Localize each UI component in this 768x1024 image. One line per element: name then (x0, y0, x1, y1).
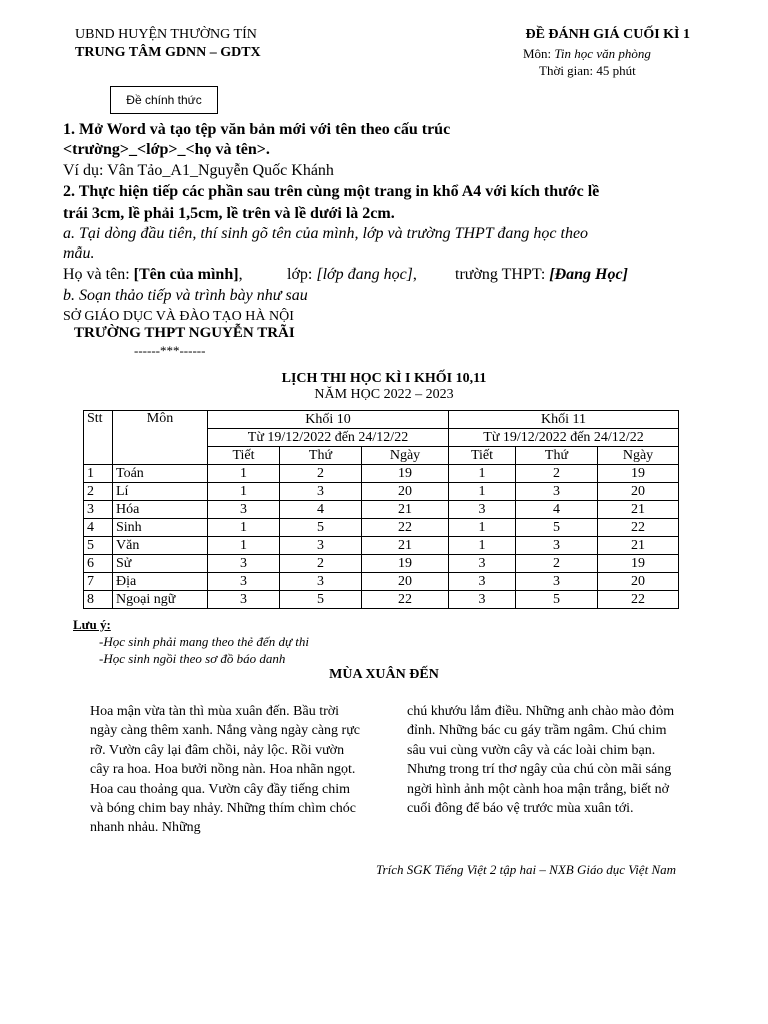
notes-label: Lưu ý: (73, 617, 111, 632)
cell: 2 (516, 465, 598, 483)
cell: 3 (280, 573, 362, 591)
cell: 5 (516, 519, 598, 537)
name-field (63, 266, 243, 284)
cell: Sử (113, 555, 208, 573)
article-column-2: chú khướu lắm điều. Những anh chào mào đỏm đỉnh. Những bác cu gáy trầm ngâm. Chú chim sâu vui cùng vườn cây và các loài chim bạn. Nhưng trong trí thơ ngây của chú còn mãi sáng ngời hình ảnh một cành hoa mận trắng, biết nở cuối đông để báo vệ trước mùa xuân tới. (407, 704, 675, 817)
cell: 20 (362, 573, 449, 591)
cell: 19 (598, 555, 679, 573)
header-ngay-10: Ngày (362, 447, 449, 465)
cell: 1 (449, 465, 516, 483)
header-tiet-10: Tiết (208, 447, 280, 465)
task2-part-b: b. Soạn thảo tiếp và trình bày như sau (63, 287, 308, 304)
table-row (84, 483, 679, 501)
cell: Ngoại ngữ (113, 591, 208, 609)
cell: 2 (84, 483, 113, 501)
table-row (84, 591, 679, 609)
cell: Địa (113, 573, 208, 591)
schedule-table (83, 410, 679, 609)
header-tiet-11: Tiết (449, 447, 516, 465)
subject-label: Môn: (523, 46, 555, 61)
schedule-title: LỊCH THI HỌC KÌ I KHỐI 10,11 (281, 371, 487, 386)
cell: 4 (84, 519, 113, 537)
cell: 1 (208, 465, 280, 483)
school-field (455, 266, 628, 284)
cell: 5 (84, 537, 113, 555)
school-label: trường THPT: (455, 266, 550, 283)
org-line-2: TRUNG TÂM GDNN – GDTX (75, 45, 261, 60)
cell: 3 (208, 591, 280, 609)
cell: 20 (362, 483, 449, 501)
class-label: lớp: (287, 266, 317, 283)
class-field (287, 266, 417, 284)
task1-example: Ví dụ: Vân Tảo_A1_Nguyễn Quốc Khánh (63, 162, 334, 179)
header-khoi-10: Khối 10 (208, 411, 449, 429)
cell: 4 (280, 501, 362, 519)
header-thu-10: Thứ (280, 447, 362, 465)
article-source: Trích SGK Tiếng Việt 2 tập hai – NXB Giáo dục Việt Nam (376, 862, 676, 877)
cell: 7 (84, 573, 113, 591)
exam-title: ĐỀ ĐÁNH GIÁ CUỐI KÌ 1 (525, 27, 690, 42)
cell: 21 (362, 537, 449, 555)
cell: 3 (208, 501, 280, 519)
task2-part-a-line1: a. Tại dòng đầu tiên, thí sinh gõ tên của mình, lớp và trường THPT đang học theo (63, 225, 589, 242)
cell: 3 (516, 537, 598, 555)
official-box: Đề chính thức (110, 86, 218, 114)
doc-divider: ------***------ (134, 343, 206, 358)
cell: 1 (208, 537, 280, 555)
cell: 3 (516, 573, 598, 591)
cell: 3 (280, 537, 362, 555)
cell: 1 (208, 519, 280, 537)
article-column-1: Hoa mận vừa tàn thì mùa xuân đến. Bầu trời ngày càng thêm xanh. Nắng vàng ngày càng rực rỡ. Vườn cây lại đâm chồi, nảy lộc. Rồi vườn cây ra hoa. Hoa bưởi nồng nàn. Hoa nhãn ngọt. Hoa cau thoảng qua. Vườn cây đầy tiếng chim và bóng chim bay nhảy. Những thím chìm chóc nhanh nhảu. Những (90, 704, 360, 836)
table-row (84, 555, 679, 573)
class-value: [lớp đang học] (316, 266, 413, 283)
table-row (84, 465, 679, 483)
table-row (84, 519, 679, 537)
name-comma: , (238, 266, 243, 283)
schedule-year: NĂM HỌC 2022 – 2023 (314, 387, 454, 402)
header-stt: Stt (84, 411, 113, 465)
cell: 3 (84, 501, 113, 519)
cell: 1 (449, 537, 516, 555)
table-row (84, 573, 679, 591)
header-range-11: Từ 19/12/2022 đến 24/12/22 (449, 429, 679, 447)
doc-school: TRƯỜNG THPT NGUYỄN TRÃI (74, 325, 295, 341)
class-comma: , (412, 266, 417, 283)
cell: 6 (84, 555, 113, 573)
name-label: Họ và tên: (63, 266, 134, 283)
header-mon: Môn (113, 411, 208, 465)
cell: 1 (449, 519, 516, 537)
cell: 3 (449, 573, 516, 591)
cell: 2 (280, 555, 362, 573)
cell: 3 (280, 483, 362, 501)
cell: 3 (449, 501, 516, 519)
article-title: MÙA XUÂN ĐẾN (329, 667, 439, 682)
cell: 3 (449, 555, 516, 573)
cell: Lí (113, 483, 208, 501)
table-header-row-1 (84, 411, 679, 429)
cell: 8 (84, 591, 113, 609)
task2-line1: 2. Thực hiện tiếp các phần sau trên cùng một trang in khổ A4 với kích thước lề (63, 183, 600, 200)
cell: 3 (516, 483, 598, 501)
task1-line2: <trường>_<lớp>_<họ và tên>. (63, 141, 270, 158)
cell: 2 (280, 465, 362, 483)
doc-dept: SỞ GIÁO DỤC VÀ ĐÀO TẠO HÀ NỘI (63, 309, 294, 324)
cell: Toán (113, 465, 208, 483)
cell: 1 (449, 483, 516, 501)
cell: 20 (598, 573, 679, 591)
cell: Văn (113, 537, 208, 555)
header-thu-11: Thứ (516, 447, 598, 465)
cell: 5 (280, 591, 362, 609)
org-line-1: UBND HUYỆN THƯỜNG TÍN (75, 27, 257, 42)
task2-part-a-line2: mẫu. (63, 245, 95, 262)
header-range-10: Từ 19/12/2022 đến 24/12/22 (208, 429, 449, 447)
cell: 21 (598, 501, 679, 519)
cell: 1 (208, 483, 280, 501)
cell: 19 (362, 465, 449, 483)
exam-time: Thời gian: 45 phút (539, 63, 636, 78)
task2-line2: trái 3cm, lề phải 1,5cm, lề trên và lề dưới là 2cm. (63, 205, 395, 222)
cell: 20 (598, 483, 679, 501)
cell: 21 (598, 537, 679, 555)
name-value: [Tên của mình] (133, 266, 239, 283)
cell: 22 (598, 591, 679, 609)
cell: 22 (598, 519, 679, 537)
table-row (84, 537, 679, 555)
table-row (84, 501, 679, 519)
cell: 19 (598, 465, 679, 483)
cell: Sinh (113, 519, 208, 537)
task1-line1: 1. Mở Word và tạo tệp văn bản mới với tên theo cấu trúc (63, 121, 451, 138)
cell: 4 (516, 501, 598, 519)
subject-value: Tin học văn phòng (554, 46, 651, 61)
note-1: -Học sinh phải mang theo thẻ đến dự thi (99, 634, 310, 649)
cell: Hóa (113, 501, 208, 519)
note-2: -Học sinh ngồi theo sơ đồ báo danh (99, 651, 286, 666)
cell: 1 (84, 465, 113, 483)
cell: 3 (208, 555, 280, 573)
cell: 5 (280, 519, 362, 537)
cell: 21 (362, 501, 449, 519)
header-ngay-11: Ngày (598, 447, 679, 465)
cell: 22 (362, 591, 449, 609)
cell: 3 (208, 573, 280, 591)
cell: 5 (516, 591, 598, 609)
cell: 19 (362, 555, 449, 573)
cell: 22 (362, 519, 449, 537)
subject-line (523, 46, 651, 62)
cell: 2 (516, 555, 598, 573)
school-value: [Đang Học] (549, 266, 628, 283)
cell: 3 (449, 591, 516, 609)
header-khoi-11: Khối 11 (449, 411, 679, 429)
